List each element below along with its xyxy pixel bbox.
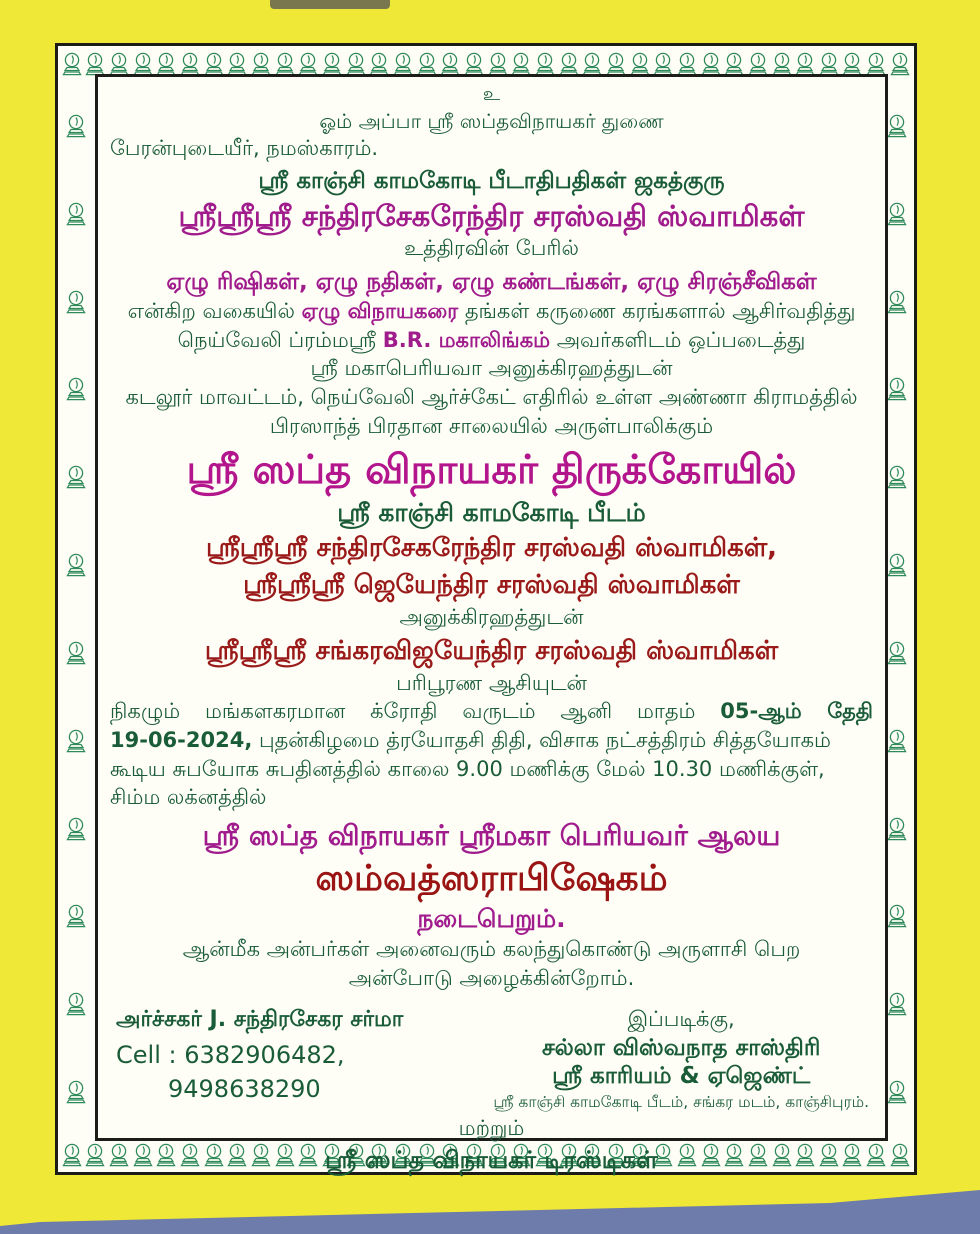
phone-number-1: Cell : 6382906482,: [116, 1040, 345, 1069]
oil-lamp-icon: [887, 376, 907, 402]
event-title: ஸம்வத்ஸராபிஷேகம்: [315, 858, 668, 900]
date1-bold: 05-ஆம் தேதி: [720, 699, 873, 724]
anugraha-line: அனுக்கிரஹத்துடன்: [399, 605, 584, 630]
location-line-1: கடலூர் மாவட்டம், நெய்வேலி ஆர்ச்கேட் எதிரில் உள்ள அண்ணா கிராமத்தில்: [125, 385, 858, 410]
oil-lamp-icon: [251, 51, 271, 77]
oil-lamp-icon: [156, 51, 176, 77]
oil-lamp-icon: [511, 51, 531, 77]
oil-lamp-icon: [887, 640, 907, 666]
oil-lamp-icon: [66, 376, 86, 402]
oil-lamp-icon: [440, 51, 460, 77]
ippadikku-line: இப்படிக்கு,: [627, 1006, 735, 1031]
oil-lamp-icon: [887, 289, 907, 315]
oil-lamp-icon: [887, 728, 907, 754]
oil-lamp-icon: [677, 51, 697, 77]
invitation-content: [95, 74, 888, 1174]
oil-lamp-icon: [66, 1079, 86, 1105]
date-line-4: சிம்ம லக்னத்தில்: [110, 785, 267, 810]
invocation-symbol: உ: [482, 83, 501, 105]
utharavin-peril-line: உத்திரவின் பேரில்: [404, 235, 579, 260]
oil-lamp-icon: [630, 51, 650, 77]
jagadguru-line: ஸ்ரீ காஞ்சி காமகோடி பீடாதிபதிகள் ஜகத்குரு: [258, 168, 725, 195]
invite-line-1: ஆன்மீக அன்பர்கள் அனைவரும் கலந்துகொண்டு அருளாசி பெற: [182, 937, 801, 962]
oil-lamp-icon: [887, 552, 907, 578]
salutation-line: பேரன்புடையீர், நமஸ்காரம்.: [110, 136, 379, 161]
oil-lamp-icon: [701, 51, 721, 77]
oil-lamp-icon: [109, 51, 129, 77]
oil-lamp-icon: [819, 51, 839, 77]
oil-lamp-icon: [298, 51, 318, 77]
signatory-name: சல்லா விஸ்வநாத சாஸ்திரி: [541, 1034, 821, 1061]
footer-right-block: [493, 1007, 873, 1114]
footer-row: [110, 1007, 873, 1114]
oil-lamp-icon: [275, 51, 295, 77]
matrum-line: மற்றும்: [458, 1116, 525, 1141]
aasi-line: பரிபூரண ஆசியுடன்: [396, 670, 587, 695]
oil-lamp-icon: [887, 201, 907, 227]
seven-vinayagar-highlight: ஏழு விநாயகரை: [301, 298, 459, 323]
peetam-line: ஸ்ரீ காஞ்சி காமகோடி பீடம்: [337, 498, 646, 528]
oil-lamp-icon: [227, 51, 247, 77]
date-line-2: [110, 727, 873, 755]
organization-line: ஸ்ரீ காஞ்சி காமகோடி பீடம், சங்கர மடம், காஞ்சிபுரம்.: [493, 1093, 869, 1112]
oil-lamp-icon: [653, 51, 673, 77]
oil-lamp-icon: [866, 51, 886, 77]
oil-lamp-icon: [346, 51, 366, 77]
signatory-designation: ஸ்ரீ காரியம் & ஏஜெண்ட்: [552, 1063, 811, 1090]
mahalingam-name-highlight: B.R. மகாலிங்கம்: [382, 327, 551, 352]
oil-lamp-icon: [204, 51, 224, 77]
oil-lamp-icon: [393, 51, 413, 77]
oil-lamp-icon: [417, 51, 437, 77]
oil-lamp-icon: [887, 464, 907, 490]
acharya-line-2: ஸ்ரீஸ்ரீஸ்ரீ ஜெயேந்திர சரஸ்வதி ஸ்வாமிகள்: [243, 570, 740, 601]
date1-pre: நிகழும் மங்களகரமான க்ரோதி வருடம் ஆனி மாதம்: [110, 699, 721, 724]
oil-lamp-icon: [66, 816, 86, 842]
invitation-frame: [55, 43, 917, 1175]
archakar-name: அர்ச்சகர் J. சந்திரசேகர சர்மா: [116, 1006, 404, 1032]
oil-lamp-icon: [66, 201, 86, 227]
oil-lamp-icon: [66, 464, 86, 490]
acharya-line-3: ஸ்ரீஸ்ரீஸ்ரீ சங்கரவிஜயேந்திர சரஸ்வதி ஸ்வாமிகள்: [204, 635, 779, 666]
chandrasekarendra-heading: ஸ்ரீஸ்ரீஸ்ரீ சந்திரசேகரேந்திர சரஸ்வதி ஸ்வாமிகள்: [178, 198, 805, 233]
acharya-line-1: ஸ்ரீஸ்ரீஸ்ரீ சந்திரசேகரேந்திர சரஸ்வதி ஸ்வாமிகள்,: [205, 533, 778, 564]
oil-lamp-icon: [887, 903, 907, 929]
date2-post: புதன்கிழமை த்ரயோதசி திதி, விசாக நட்சத்திரம் சித்தயோகம்: [252, 728, 831, 753]
oil-lamp-icon: [772, 51, 792, 77]
oil-lamp-icon: [66, 991, 86, 1017]
lamp-border-left: [59, 82, 92, 1136]
invite-line-2: அன்போடு அழைக்கின்றோம்.: [348, 965, 635, 990]
oil-lamp-icon: [322, 51, 342, 77]
oil-lamp-icon: [488, 51, 508, 77]
oil-lamp-icon: [464, 51, 484, 77]
oil-lamp-icon: [890, 1142, 910, 1168]
temple-title: ஸ்ரீ ஸப்த விநாயகர் திருக்கோயில்: [186, 447, 797, 494]
oil-lamp-icon: [887, 113, 907, 139]
oil-lamp-icon: [62, 51, 82, 77]
oil-lamp-icon: [133, 51, 153, 77]
oil-lamp-icon: [842, 51, 862, 77]
oil-lamp-icon: [795, 51, 815, 77]
oil-lamp-icon: [887, 991, 907, 1017]
vagaiyil-pre: என்கிற வகையில்: [127, 298, 302, 323]
footer-left-block: [110, 1007, 403, 1114]
oil-lamp-icon: [887, 1079, 907, 1105]
blessing-line: ஓம் அப்பா ஸ்ரீ ஸப்தவிநாயகர் துணை: [319, 109, 664, 134]
mahalingam-post: அவர்களிடம் ஒப்படைத்து: [550, 327, 806, 352]
date-line-3: கூடிய சுபயோக சுபதினத்தில் காலை 9.00 மணிக்கு மேல் 10.30 மணிக்குள்,: [110, 756, 825, 781]
oil-lamp-icon: [724, 51, 744, 77]
oil-lamp-icon: [890, 51, 910, 77]
mahalingam-pre: நெய்வேலி ப்ரம்மஸ்ரீ: [177, 327, 383, 352]
date-line-1: [110, 698, 873, 726]
mahaperiyava-line: ஸ்ரீ மகாபெரியவா அனுக்கிரஹத்துடன்: [310, 356, 673, 381]
date2-bold: 19-06-2024,: [110, 728, 253, 753]
oil-lamp-icon: [369, 51, 389, 77]
oil-lamp-icon: [582, 51, 602, 77]
oil-lamp-icon: [66, 113, 86, 139]
scan-smudge: [270, 0, 390, 9]
oil-lamp-icon: [62, 1142, 82, 1168]
oil-lamp-icon: [66, 640, 86, 666]
vagaiyil-post: தங்கள் கருணை கரங்களால் ஆசிர்வதித்து: [458, 298, 856, 323]
event-line-1: ஸ்ரீ ஸப்த விநாயகர் ஸ்ரீமகா பெரியவர் ஆலய: [202, 819, 781, 853]
oil-lamp-icon: [606, 51, 626, 77]
oil-lamp-icon: [85, 1142, 105, 1168]
oil-lamp-icon: [535, 51, 555, 77]
mahalingam-line: [110, 327, 873, 355]
seven-rishis-line: ஏழு ரிஷிகள், ஏழு நதிகள், ஏழு கண்டங்கள், ஏழு சிரஞ்சீவிகள்: [166, 268, 817, 295]
trustees-line: ஸ்ரீ ஸப்த விநாயகர் டிரஸ்டிகள்: [325, 1145, 658, 1174]
phone-number-2: 9498638290: [168, 1074, 321, 1103]
oil-lamp-icon: [85, 51, 105, 77]
oil-lamp-icon: [887, 816, 907, 842]
oil-lamp-icon: [559, 51, 579, 77]
event-line-2: நடைபெறும்.: [417, 904, 566, 934]
oil-lamp-icon: [66, 903, 86, 929]
vagaiyil-line: [110, 298, 873, 326]
oil-lamp-icon: [66, 552, 86, 578]
oil-lamp-icon: [748, 51, 768, 77]
oil-lamp-icon: [180, 51, 200, 77]
oil-lamp-icon: [66, 728, 86, 754]
oil-lamp-icon: [66, 289, 86, 315]
location-line-2: பிரஸாந்த் பிரதான சாலையில் அருள்பாலிக்கும்: [269, 413, 714, 438]
